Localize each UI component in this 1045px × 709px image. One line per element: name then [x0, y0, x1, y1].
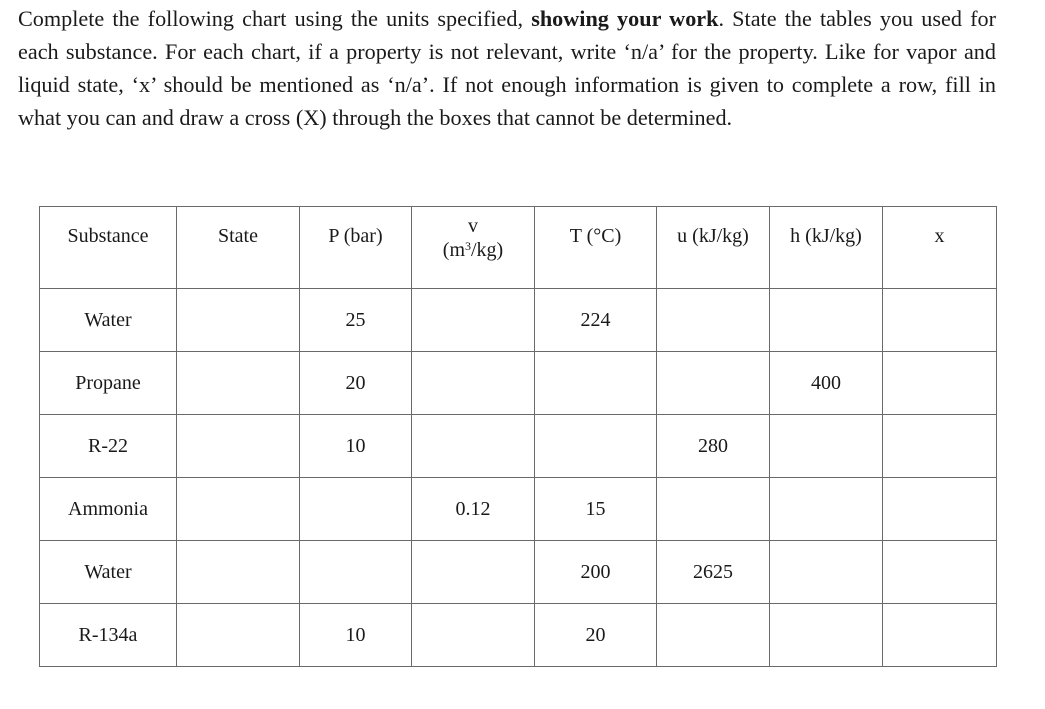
table-row [40, 604, 997, 667]
cell-enthalpy[interactable]: 400 [770, 352, 883, 415]
cell-pressure[interactable] [300, 541, 412, 604]
cell-enthalpy[interactable] [770, 478, 883, 541]
header-pressure: P (bar) [300, 207, 412, 289]
cell-volume[interactable] [412, 604, 535, 667]
cell-temperature[interactable] [535, 352, 657, 415]
cell-quality[interactable] [883, 541, 997, 604]
cell-quality[interactable] [883, 478, 997, 541]
table-row [40, 352, 997, 415]
cell-temperature[interactable]: 200 [535, 541, 657, 604]
cell-enthalpy[interactable] [770, 415, 883, 478]
header-enthalpy: h (kJ/kg) [770, 207, 883, 289]
cell-pressure[interactable] [300, 478, 412, 541]
header-quality: x [883, 207, 997, 289]
instructions-paragraph [18, 2, 996, 134]
cell-quality[interactable] [883, 415, 997, 478]
header-temperature: T (°C) [535, 207, 657, 289]
cell-internal-energy[interactable] [657, 478, 770, 541]
cell-quality[interactable] [883, 289, 997, 352]
header-volume-symbol: v [468, 215, 478, 237]
cell-state[interactable] [177, 289, 300, 352]
cell-internal-energy[interactable] [657, 289, 770, 352]
cell-internal-energy[interactable] [657, 604, 770, 667]
cell-internal-energy[interactable]: 280 [657, 415, 770, 478]
cell-state[interactable] [177, 352, 300, 415]
cell-enthalpy[interactable] [770, 289, 883, 352]
cell-quality[interactable] [883, 604, 997, 667]
header-state: State [177, 207, 300, 289]
instructions-text-2: . State the tables you used for each substance. For each chart, if a property is not relevant, write ‘n/a’ for the property. Like for vapor and liquid state, ‘x’ should be mentioned as ‘n/a’. If not enough information is given to complete a row, fill in what you can and draw a cross (X) through the boxes that cannot be determined. [18, 6, 997, 130]
cell-enthalpy[interactable] [770, 604, 883, 667]
cell-pressure[interactable]: 25 [300, 289, 412, 352]
table-row [40, 415, 997, 478]
cell-enthalpy[interactable] [770, 541, 883, 604]
cell-state[interactable] [177, 478, 300, 541]
cell-volume[interactable] [412, 289, 535, 352]
cell-volume[interactable] [412, 541, 535, 604]
cell-substance: Propane [40, 352, 177, 415]
cell-temperature[interactable] [535, 415, 657, 478]
cell-temperature[interactable]: 224 [535, 289, 657, 352]
cell-substance: Ammonia [40, 478, 177, 541]
cell-pressure[interactable]: 10 [300, 415, 412, 478]
cell-volume[interactable]: 0.12 [412, 478, 535, 541]
cell-volume[interactable] [412, 352, 535, 415]
table-row [40, 541, 997, 604]
cell-substance: R-134a [40, 604, 177, 667]
property-chart-table [39, 206, 997, 667]
cell-volume[interactable] [412, 415, 535, 478]
header-volume-unit: $(m^3/kg)$ [442, 239, 504, 261]
cell-substance: Water [40, 541, 177, 604]
cell-pressure[interactable]: 10 [300, 604, 412, 667]
cell-state[interactable] [177, 541, 300, 604]
table-row [40, 289, 997, 352]
cell-state[interactable] [177, 604, 300, 667]
cell-pressure[interactable]: 20 [300, 352, 412, 415]
header-internal-energy: u (kJ/kg) [657, 207, 770, 289]
table-row [40, 478, 997, 541]
cell-temperature[interactable]: 15 [535, 478, 657, 541]
cell-substance: Water [40, 289, 177, 352]
instructions-text-1: Complete the following chart using the units specified, [18, 6, 532, 31]
header-substance: Substance [40, 207, 177, 289]
header-specific-volume [412, 207, 535, 289]
instructions-bold-text: showing your work [531, 6, 719, 31]
cell-temperature[interactable]: 20 [535, 604, 657, 667]
cell-substance: R-22 [40, 415, 177, 478]
cell-quality[interactable] [883, 352, 997, 415]
header-row [40, 207, 997, 289]
cell-internal-energy[interactable]: 2625 [657, 541, 770, 604]
cell-internal-energy[interactable] [657, 352, 770, 415]
cell-state[interactable] [177, 415, 300, 478]
